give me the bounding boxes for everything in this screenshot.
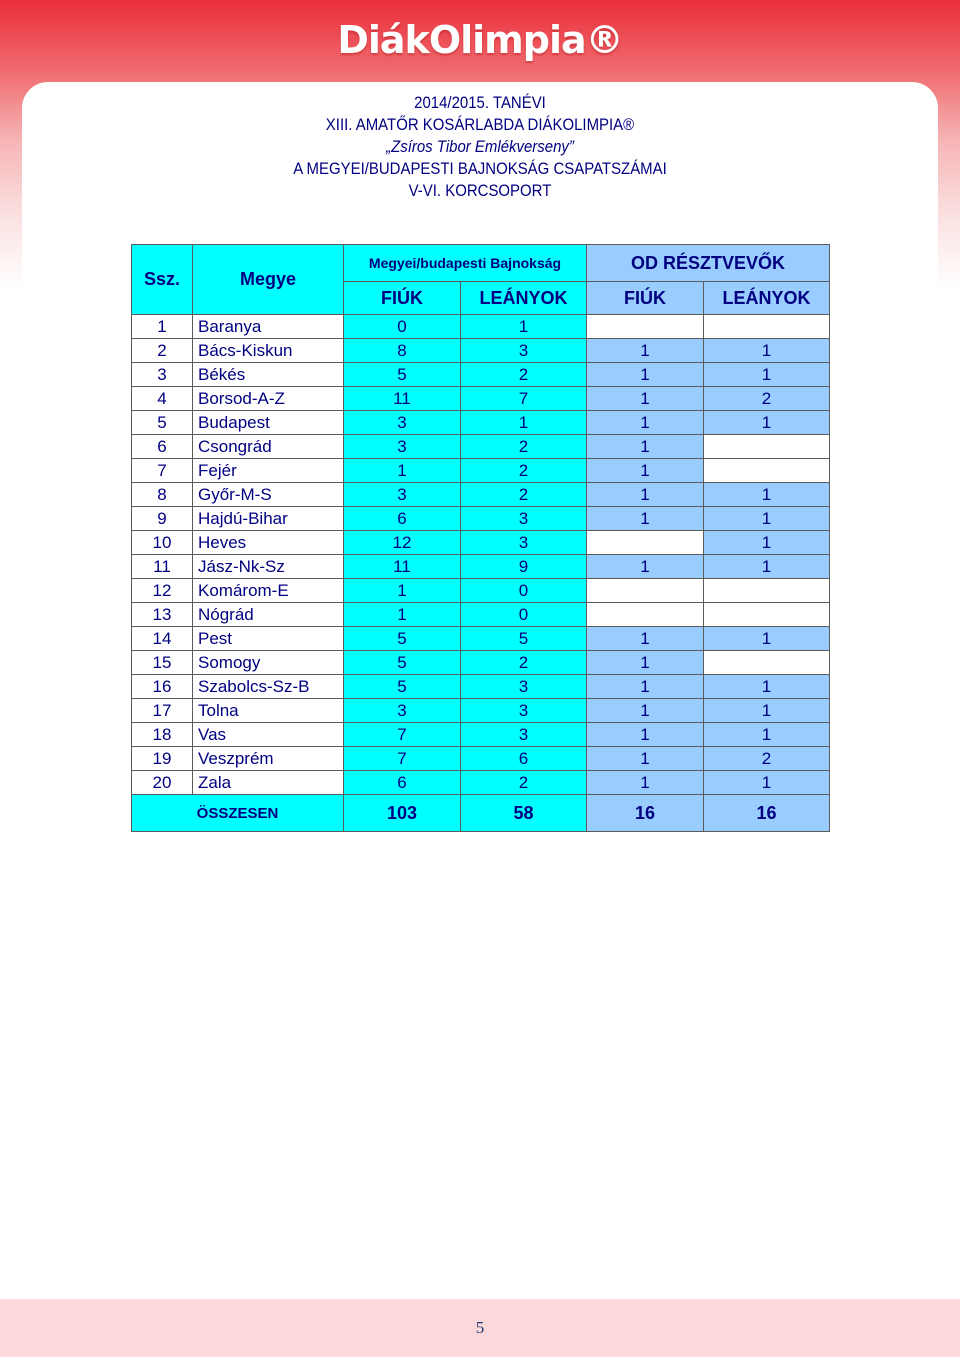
row-megyei-leanyok: 2 <box>461 771 587 795</box>
table-row <box>132 507 830 531</box>
total-label: ÖSSZESEN <box>132 795 344 832</box>
row-megye: Békés <box>193 363 344 387</box>
row-od-leanyok <box>704 603 830 627</box>
row-megyei-leanyok: 1 <box>461 411 587 435</box>
row-megyei-fiuk: 11 <box>344 555 461 579</box>
table-row <box>132 771 830 795</box>
header-ssz: Ssz. <box>132 245 193 315</box>
row-megyei-fiuk: 6 <box>344 771 461 795</box>
row-megyei-fiuk: 11 <box>344 387 461 411</box>
row-megye: Hajdú-Bihar <box>193 507 344 531</box>
title-line-5: V-VI. KORCSOPORT <box>408 181 552 200</box>
row-od-leanyok: 2 <box>704 747 830 771</box>
header-group-megyei: Megyei/budapesti Bajnokság <box>344 245 587 282</box>
row-ssz: 11 <box>132 555 193 579</box>
row-od-leanyok: 1 <box>704 339 830 363</box>
row-megyei-leanyok: 5 <box>461 627 587 651</box>
header-od-leanyok: LEÁNYOK <box>704 282 830 315</box>
row-megyei-fiuk: 0 <box>344 315 461 339</box>
row-od-fiuk: 1 <box>587 507 704 531</box>
total-megyei-leanyok: 58 <box>461 795 587 832</box>
row-ssz: 12 <box>132 579 193 603</box>
row-megyei-leanyok: 2 <box>461 651 587 675</box>
row-ssz: 9 <box>132 507 193 531</box>
row-od-leanyok <box>704 315 830 339</box>
title-line-3: „Zsíros Tibor Emlékverseny” <box>386 137 574 156</box>
row-megyei-fiuk: 3 <box>344 699 461 723</box>
row-megyei-leanyok: 2 <box>461 435 587 459</box>
row-od-leanyok: 1 <box>704 699 830 723</box>
row-megyei-fiuk: 6 <box>344 507 461 531</box>
row-od-fiuk: 1 <box>587 411 704 435</box>
row-megyei-leanyok: 2 <box>461 483 587 507</box>
row-od-fiuk: 1 <box>587 483 704 507</box>
row-megye: Veszprém <box>193 747 344 771</box>
row-ssz: 14 <box>132 627 193 651</box>
row-od-fiuk: 1 <box>587 387 704 411</box>
row-megye: Somogy <box>193 651 344 675</box>
row-megye: Komárom-E <box>193 579 344 603</box>
title-line-2: XIII. AMATŐR KOSÁRLABDA DIÁKOLIMPIA® <box>325 115 635 134</box>
header-leanyok: LEÁNYOK <box>461 282 587 315</box>
row-megyei-fiuk: 3 <box>344 435 461 459</box>
row-megye: Csongrád <box>193 435 344 459</box>
header-fiuk: FIÚK <box>344 282 461 315</box>
row-megyei-fiuk: 5 <box>344 363 461 387</box>
total-od-leanyok: 16 <box>704 795 830 832</box>
row-megye: Borsod-A-Z <box>193 387 344 411</box>
row-od-leanyok: 1 <box>704 723 830 747</box>
row-od-fiuk: 1 <box>587 747 704 771</box>
header-od-fiuk: FIÚK <box>587 282 704 315</box>
row-ssz: 6 <box>132 435 193 459</box>
table-row <box>132 651 830 675</box>
row-od-fiuk: 1 <box>587 771 704 795</box>
table-row <box>132 579 830 603</box>
row-megyei-fiuk: 8 <box>344 339 461 363</box>
total-megyei-fiuk: 103 <box>344 795 461 832</box>
table-row <box>132 747 830 771</box>
row-od-fiuk: 1 <box>587 555 704 579</box>
table-row <box>132 435 830 459</box>
row-megyei-fiuk: 1 <box>344 603 461 627</box>
row-megyei-fiuk: 1 <box>344 459 461 483</box>
table-row <box>132 675 830 699</box>
row-ssz: 19 <box>132 747 193 771</box>
row-megye: Szabolcs-Sz-B <box>193 675 344 699</box>
row-megye: Tolna <box>193 699 344 723</box>
row-od-fiuk <box>587 531 704 555</box>
row-od-leanyok: 1 <box>704 363 830 387</box>
row-megyei-leanyok: 3 <box>461 723 587 747</box>
table-row <box>132 627 830 651</box>
row-megye: Bács-Kiskun <box>193 339 344 363</box>
row-od-fiuk: 1 <box>587 699 704 723</box>
row-od-fiuk <box>587 579 704 603</box>
row-od-leanyok: 1 <box>704 627 830 651</box>
title-line-4: A MEGYEI/BUDAPESTI BAJNOKSÁG CSAPATSZÁMAI <box>293 159 667 178</box>
row-megyei-fiuk: 12 <box>344 531 461 555</box>
row-megyei-fiuk: 3 <box>344 411 461 435</box>
row-ssz: 1 <box>132 315 193 339</box>
row-megyei-leanyok: 0 <box>461 579 587 603</box>
page-number: 5 <box>475 1318 485 1337</box>
row-od-fiuk: 1 <box>587 339 704 363</box>
row-od-leanyok: 1 <box>704 771 830 795</box>
table-row <box>132 555 830 579</box>
row-megyei-leanyok: 3 <box>461 699 587 723</box>
title-line-1: 2014/2015. TANÉVI <box>414 93 546 112</box>
row-megye: Budapest <box>193 411 344 435</box>
table-row <box>132 411 830 435</box>
row-od-fiuk: 1 <box>587 363 704 387</box>
table-row <box>132 387 830 411</box>
row-megye: Fejér <box>193 459 344 483</box>
diakolimpia-logo: DiákOlimpia® <box>337 18 623 62</box>
header-group-od: OD RÉSZTVEVŐK <box>587 245 830 282</box>
row-ssz: 15 <box>132 651 193 675</box>
row-ssz: 16 <box>132 675 193 699</box>
row-od-leanyok: 1 <box>704 555 830 579</box>
results-table <box>131 244 830 832</box>
row-megye: Jász-Nk-Sz <box>193 555 344 579</box>
row-ssz: 20 <box>132 771 193 795</box>
row-megyei-leanyok: 3 <box>461 507 587 531</box>
row-od-leanyok: 1 <box>704 411 830 435</box>
row-ssz: 5 <box>132 411 193 435</box>
total-od-fiuk: 16 <box>587 795 704 832</box>
table-row <box>132 483 830 507</box>
row-od-leanyok: 1 <box>704 507 830 531</box>
row-od-leanyok: 1 <box>704 483 830 507</box>
total-row <box>132 795 830 832</box>
row-megyei-fiuk: 7 <box>344 747 461 771</box>
row-od-leanyok <box>704 435 830 459</box>
table-row <box>132 603 830 627</box>
row-megyei-leanyok: 1 <box>461 315 587 339</box>
row-ssz: 8 <box>132 483 193 507</box>
row-megyei-fiuk: 1 <box>344 579 461 603</box>
row-od-leanyok: 1 <box>704 531 830 555</box>
header-megye: Megye <box>193 245 344 315</box>
row-od-fiuk: 1 <box>587 675 704 699</box>
table-body <box>132 315 830 795</box>
table-row <box>132 459 830 483</box>
row-ssz: 17 <box>132 699 193 723</box>
table-row <box>132 699 830 723</box>
row-ssz: 10 <box>132 531 193 555</box>
row-megyei-leanyok: 2 <box>461 459 587 483</box>
row-od-leanyok: 1 <box>704 675 830 699</box>
row-megyei-leanyok: 0 <box>461 603 587 627</box>
row-megyei-leanyok: 9 <box>461 555 587 579</box>
row-megyei-leanyok: 7 <box>461 387 587 411</box>
row-ssz: 4 <box>132 387 193 411</box>
row-od-fiuk <box>587 315 704 339</box>
row-megyei-fiuk: 5 <box>344 651 461 675</box>
row-megye: Győr-M-S <box>193 483 344 507</box>
row-megye: Baranya <box>193 315 344 339</box>
table-row <box>132 723 830 747</box>
table-row <box>132 363 830 387</box>
row-od-fiuk: 1 <box>587 651 704 675</box>
row-ssz: 3 <box>132 363 193 387</box>
table-row <box>132 531 830 555</box>
row-od-leanyok: 2 <box>704 387 830 411</box>
table-row <box>132 315 830 339</box>
row-ssz: 18 <box>132 723 193 747</box>
row-od-fiuk: 1 <box>587 435 704 459</box>
row-megye: Pest <box>193 627 344 651</box>
row-od-fiuk: 1 <box>587 723 704 747</box>
document-title-block <box>0 92 960 202</box>
row-od-fiuk <box>587 603 704 627</box>
row-od-leanyok <box>704 459 830 483</box>
row-megyei-leanyok: 6 <box>461 747 587 771</box>
row-megye: Zala <box>193 771 344 795</box>
row-od-fiuk: 1 <box>587 459 704 483</box>
row-megyei-fiuk: 5 <box>344 675 461 699</box>
row-ssz: 2 <box>132 339 193 363</box>
row-megyei-fiuk: 3 <box>344 483 461 507</box>
row-megyei-fiuk: 7 <box>344 723 461 747</box>
row-megyei-leanyok: 3 <box>461 531 587 555</box>
row-megyei-leanyok: 3 <box>461 339 587 363</box>
row-megye: Nógrád <box>193 603 344 627</box>
row-od-leanyok <box>704 651 830 675</box>
row-od-leanyok <box>704 579 830 603</box>
row-megye: Vas <box>193 723 344 747</box>
row-megye: Heves <box>193 531 344 555</box>
row-megyei-fiuk: 5 <box>344 627 461 651</box>
row-ssz: 13 <box>132 603 193 627</box>
table-row <box>132 339 830 363</box>
row-ssz: 7 <box>132 459 193 483</box>
row-od-fiuk: 1 <box>587 627 704 651</box>
row-megyei-leanyok: 3 <box>461 675 587 699</box>
row-megyei-leanyok: 2 <box>461 363 587 387</box>
